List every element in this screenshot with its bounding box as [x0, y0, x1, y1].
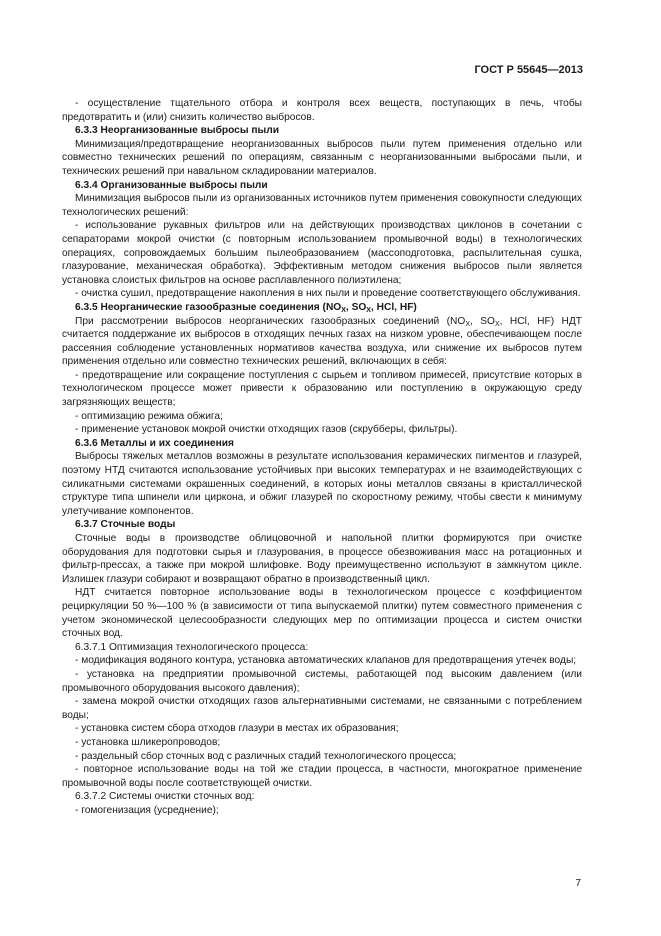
section-heading: 6.3.6 Металлы и их соединения	[75, 437, 234, 449]
paragraph: Минимизация выбросов пыли из организованных источников путем применения совокупности следующих технологических решений:	[62, 193, 582, 218]
list-item: - повторное использование воды на той же стадии процесса, в частности, многократное применение промывочной воды после соответствующей очистки.	[62, 764, 582, 789]
list-item: - использование рукавных фильтров или на действующих производствах циклонов в сочетании с сепараторами мокрой очистки (с повторным использованием промывочной воды) в технологических операциях, сопровождаемых большим пылеобразованием (массоподготовка, распылительная сушка, глазурование, механическая обработка). Эффективным методом снижения выбросов пыли является установка слоистых фильтров на основе расплавленного полиэтилена;	[62, 220, 582, 286]
list-item: - раздельный сбор сточных вод с различных стадий технологического процесса;	[75, 750, 457, 762]
subsection-heading: 6.3.7.2 Системы очистки сточных вод:	[75, 791, 255, 803]
section-heading: 6.3.3 Неорганизованные выбросы пыли	[75, 125, 279, 137]
list-item: - применение установок мокрой очистки отходящих газов (скрубберы, фильтры).	[75, 424, 458, 436]
section-heading: 6.3.5 Неорганические газообразные соединения ($NO_X$, $SO_X$, HCl, HF)	[75, 301, 417, 314]
list-item: - установка систем сбора отходов глазури в местах их образования;	[75, 723, 399, 735]
paragraph: НДТ считается повторное использование воды в технологическом процессе с коэффициентом рециркуляции 50 %—100 % (в зависимости от типа выпускаемой плитки) путем совместного применения с учетом экономической целесообразности следующих мер по оптимизации процесса и систем очистки сточных вод.	[62, 587, 582, 640]
section-heading: 6.3.7 Сточные воды	[75, 519, 176, 531]
list-item: - оптимизацию режима обжига;	[75, 410, 223, 422]
paragraph: Сточные воды в производстве облицовочной и напольной плитки формируются при очистке оборудования для подготовки сырья и глазурования, в процессе обезвоживания масс на ротационных и фильтр-прессах, а также при мокрой шлифовке. Воду преимущественно используют в замкнутом цикле. Излишек глазури собирают и возвращают обратно в производственный цикл.	[62, 533, 582, 585]
list-item: - предотвращение или сокращение поступления с сырьем и топливом примесей, присутствие которых в технологическом процессе может привести к образованию или поступлению в окружающую среду загрязняющих веществ;	[62, 369, 582, 409]
paragraph: При рассмотрении выбросов неорганических газообразных соединений ($NO_X$, $SO_X$, HCl, HF) НДТ считается поддержание их выбросов в отходящих печных газах на низком уровне, обеспечивающем после рассеяния соблюдение установленных нормативов качества воздуха, или снижение их выбросов путем применения отдельно или совместно технических решений, включающих в себя:	[62, 315, 582, 368]
paragraph: Выбросы тяжелых металлов возможны в результате использования керамических пигментов и глазурей, поэтому НТД считаются использование устойчивых при высоких температурах и не взаимодействующих с силикатными системами окрашенных соединений, в которых ионы металлов связаны в кристаллической структуре типа шпинели или циркона, и обжиг глазурей по скоростному режиму, чтобы свести к минимуму улетучивание компонентов.	[62, 451, 582, 517]
list-item: - установка на предприятии промывочной системы, работающей под высоким давлением (или промывочного оборудования высокого давления);	[62, 668, 582, 694]
list-item: - очистка сушил, предотвращение накопления в них пыли и проведение соответствующего обслуживания.	[75, 288, 581, 300]
document-header: ГОСТ Р 55645—2013	[474, 64, 583, 76]
list-item: - замена мокрой очистки отходящих газов альтернативными системами, не связанными с потреблением воды;	[62, 696, 582, 721]
section-heading: 6.3.4 Организованные выбросы пыли	[75, 179, 268, 191]
paragraph: - осуществление тщательного отбора и контроля всех веществ, поступающих в печь, чтобы предотвратить и (или) снизить количество выбросов.	[62, 98, 582, 123]
list-item: - модификация водяного контура, установка автоматических клапанов для предотвращения утечек воды;	[75, 655, 577, 667]
document-body	[62, 97, 582, 817]
page-number: 7	[575, 878, 581, 889]
paragraph: Минимизация/предотвращение неорганизованных выбросов пыли путем применения отдельно или совместно технических решений по операциям, связанным с неорганизованными выбросами пыли, и технических решений при навальном складировании материалов.	[62, 138, 582, 177]
list-item: - установка шликеропроводов;	[75, 736, 221, 748]
subsection-heading: 6.3.7.1 Оптимизация технологического процесса:	[75, 641, 309, 653]
list-item: - гомогенизация (усреднение);	[75, 804, 219, 816]
